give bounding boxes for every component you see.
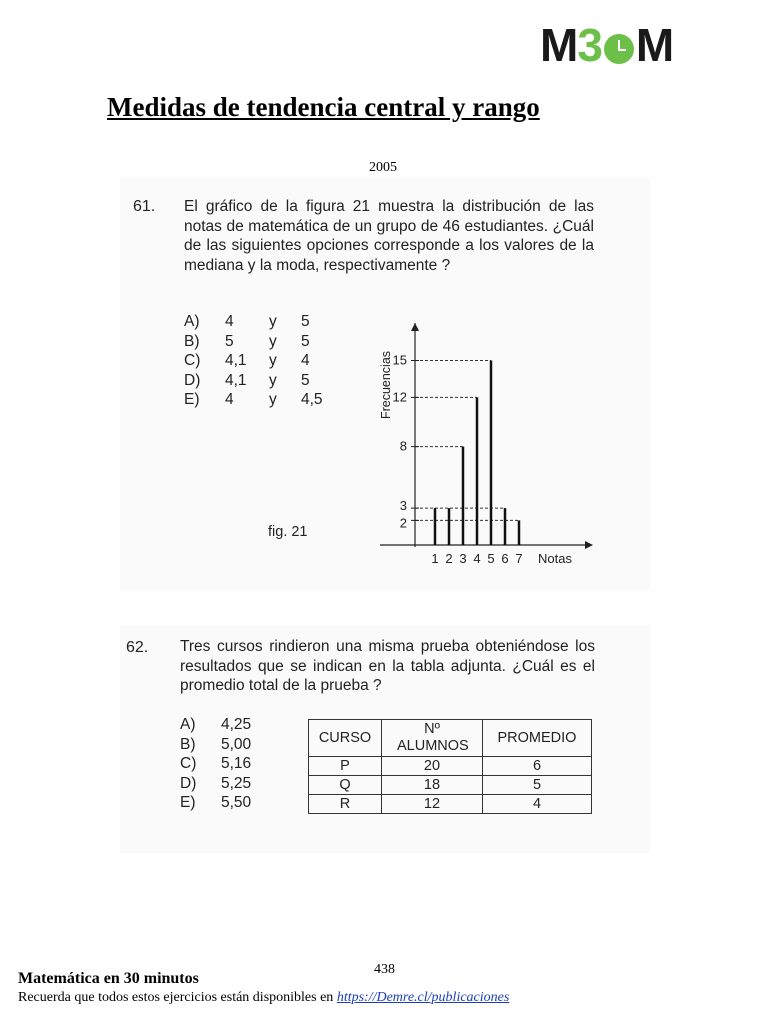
question-61	[120, 178, 650, 590]
x-axis-arrow	[585, 541, 593, 549]
option-a: 4	[225, 391, 234, 408]
option-y: y	[269, 391, 277, 408]
option-a: 4	[225, 313, 234, 330]
table-cell: 5	[483, 776, 592, 795]
y-tick-label: 12	[392, 389, 407, 405]
publications-link[interactable]: https://Demre.cl/publicaciones	[336, 990, 510, 1005]
answer-option	[180, 735, 265, 755]
table-header-row	[309, 720, 592, 757]
y-tick-label: 2	[399, 515, 407, 531]
y-axis-arrow	[411, 323, 419, 331]
option-letter: D)	[184, 371, 201, 389]
x-tick-label: 3	[459, 551, 467, 566]
table-cell: 12	[382, 795, 483, 814]
answer-option	[180, 774, 265, 794]
option-value: 5,16	[221, 755, 252, 772]
page-title: Medidas de tendencia central y rango	[107, 92, 540, 122]
footer-text: Recuerda que todos estos ejercicios están disponibles en	[18, 990, 334, 1005]
exam-year: 2005	[369, 160, 397, 175]
option-a: 4,1	[225, 352, 247, 369]
option-a: 4,1	[225, 371, 247, 389]
footer-note	[18, 990, 509, 1006]
y-tick-label: 3	[399, 498, 407, 514]
table-cell: 6	[483, 757, 592, 776]
question-number: 62.	[126, 639, 149, 656]
option-a: 5	[225, 332, 234, 350]
option-letter: B)	[184, 332, 200, 350]
figure-label: fig. 21	[268, 524, 308, 540]
answer-option	[184, 332, 323, 352]
option-y: y	[269, 332, 277, 350]
option-b: 5	[301, 371, 310, 389]
option-letter: D)	[180, 774, 197, 792]
answer-option	[184, 312, 323, 332]
question-62	[120, 625, 650, 853]
option-letter: E)	[184, 391, 200, 408]
option-letter: A)	[180, 716, 196, 733]
answer-option	[180, 715, 265, 735]
x-tick-label: 5	[487, 551, 495, 566]
answer-options	[180, 715, 265, 813]
x-tick-label: 6	[501, 551, 509, 566]
option-letter: E)	[180, 794, 196, 811]
m30m-logo: M3 M	[540, 19, 674, 71]
table-body	[309, 757, 592, 814]
option-y: y	[269, 313, 277, 330]
header-alumnos: Nº ALUMNOS	[382, 720, 483, 757]
table-cell: Q	[309, 776, 382, 795]
footer-title: Matemática en 30 minutos	[18, 970, 199, 987]
table-cell: P	[309, 757, 382, 776]
option-b: 4	[301, 352, 310, 369]
option-letter: C)	[184, 352, 201, 369]
table-row	[309, 795, 592, 814]
table-cell: 18	[382, 776, 483, 795]
table-row	[309, 776, 592, 795]
table-cell: R	[309, 795, 382, 814]
table-cell: 20	[382, 757, 483, 776]
table-cell: 4	[483, 795, 592, 814]
option-letter: B)	[180, 735, 196, 753]
answer-option	[180, 793, 265, 813]
option-value: 4,25	[221, 716, 252, 733]
results-table	[308, 719, 592, 814]
option-b: 5	[301, 313, 310, 330]
answer-option	[184, 390, 323, 410]
frequency-chart	[370, 313, 600, 573]
header-curso: CURSO	[309, 720, 382, 757]
option-value: 5,00	[221, 735, 252, 753]
option-value: 5,25	[221, 774, 252, 792]
option-b: 4,5	[301, 391, 323, 408]
option-y: y	[269, 371, 277, 389]
y-tick-label: 15	[392, 352, 407, 368]
option-letter: C)	[180, 755, 197, 772]
option-letter: A)	[184, 313, 200, 330]
clock-icon	[604, 34, 634, 64]
question-text: Tres cursos rindieron una misma prueba obteniéndose los resultados que se indican en la tabla adjunta. ¿Cuál es el promedio total de la prueba ?	[180, 638, 595, 694]
question-text: El gráfico de la figura 21 muestra la distribución de las notas de matemática de un grupo de 46 estudiantes. ¿Cuál de las siguientes opciones corresponde a los valores de la mediana y la moda, respectivamente ?	[184, 198, 594, 274]
answer-options	[184, 312, 323, 410]
question-number: 61.	[133, 198, 156, 215]
answer-option	[180, 754, 265, 774]
y-axis-label: Frecuencias	[379, 350, 393, 420]
x-tick-label: 1	[431, 551, 439, 566]
answer-option	[184, 351, 323, 371]
x-tick-label: 7	[515, 551, 523, 566]
x-tick-label: 2	[445, 551, 453, 566]
option-b: 5	[301, 332, 310, 350]
answer-option	[184, 371, 323, 391]
option-y: y	[269, 352, 277, 369]
x-axis-label: Notas	[538, 551, 572, 566]
option-value: 5,50	[221, 794, 252, 811]
x-tick-label: 4	[473, 551, 481, 566]
header-promedio: PROMEDIO	[483, 720, 592, 757]
logo-three: 3	[577, 19, 602, 71]
y-tick-label: 8	[399, 438, 407, 454]
page-number: 438	[374, 962, 395, 977]
table-row	[309, 757, 592, 776]
